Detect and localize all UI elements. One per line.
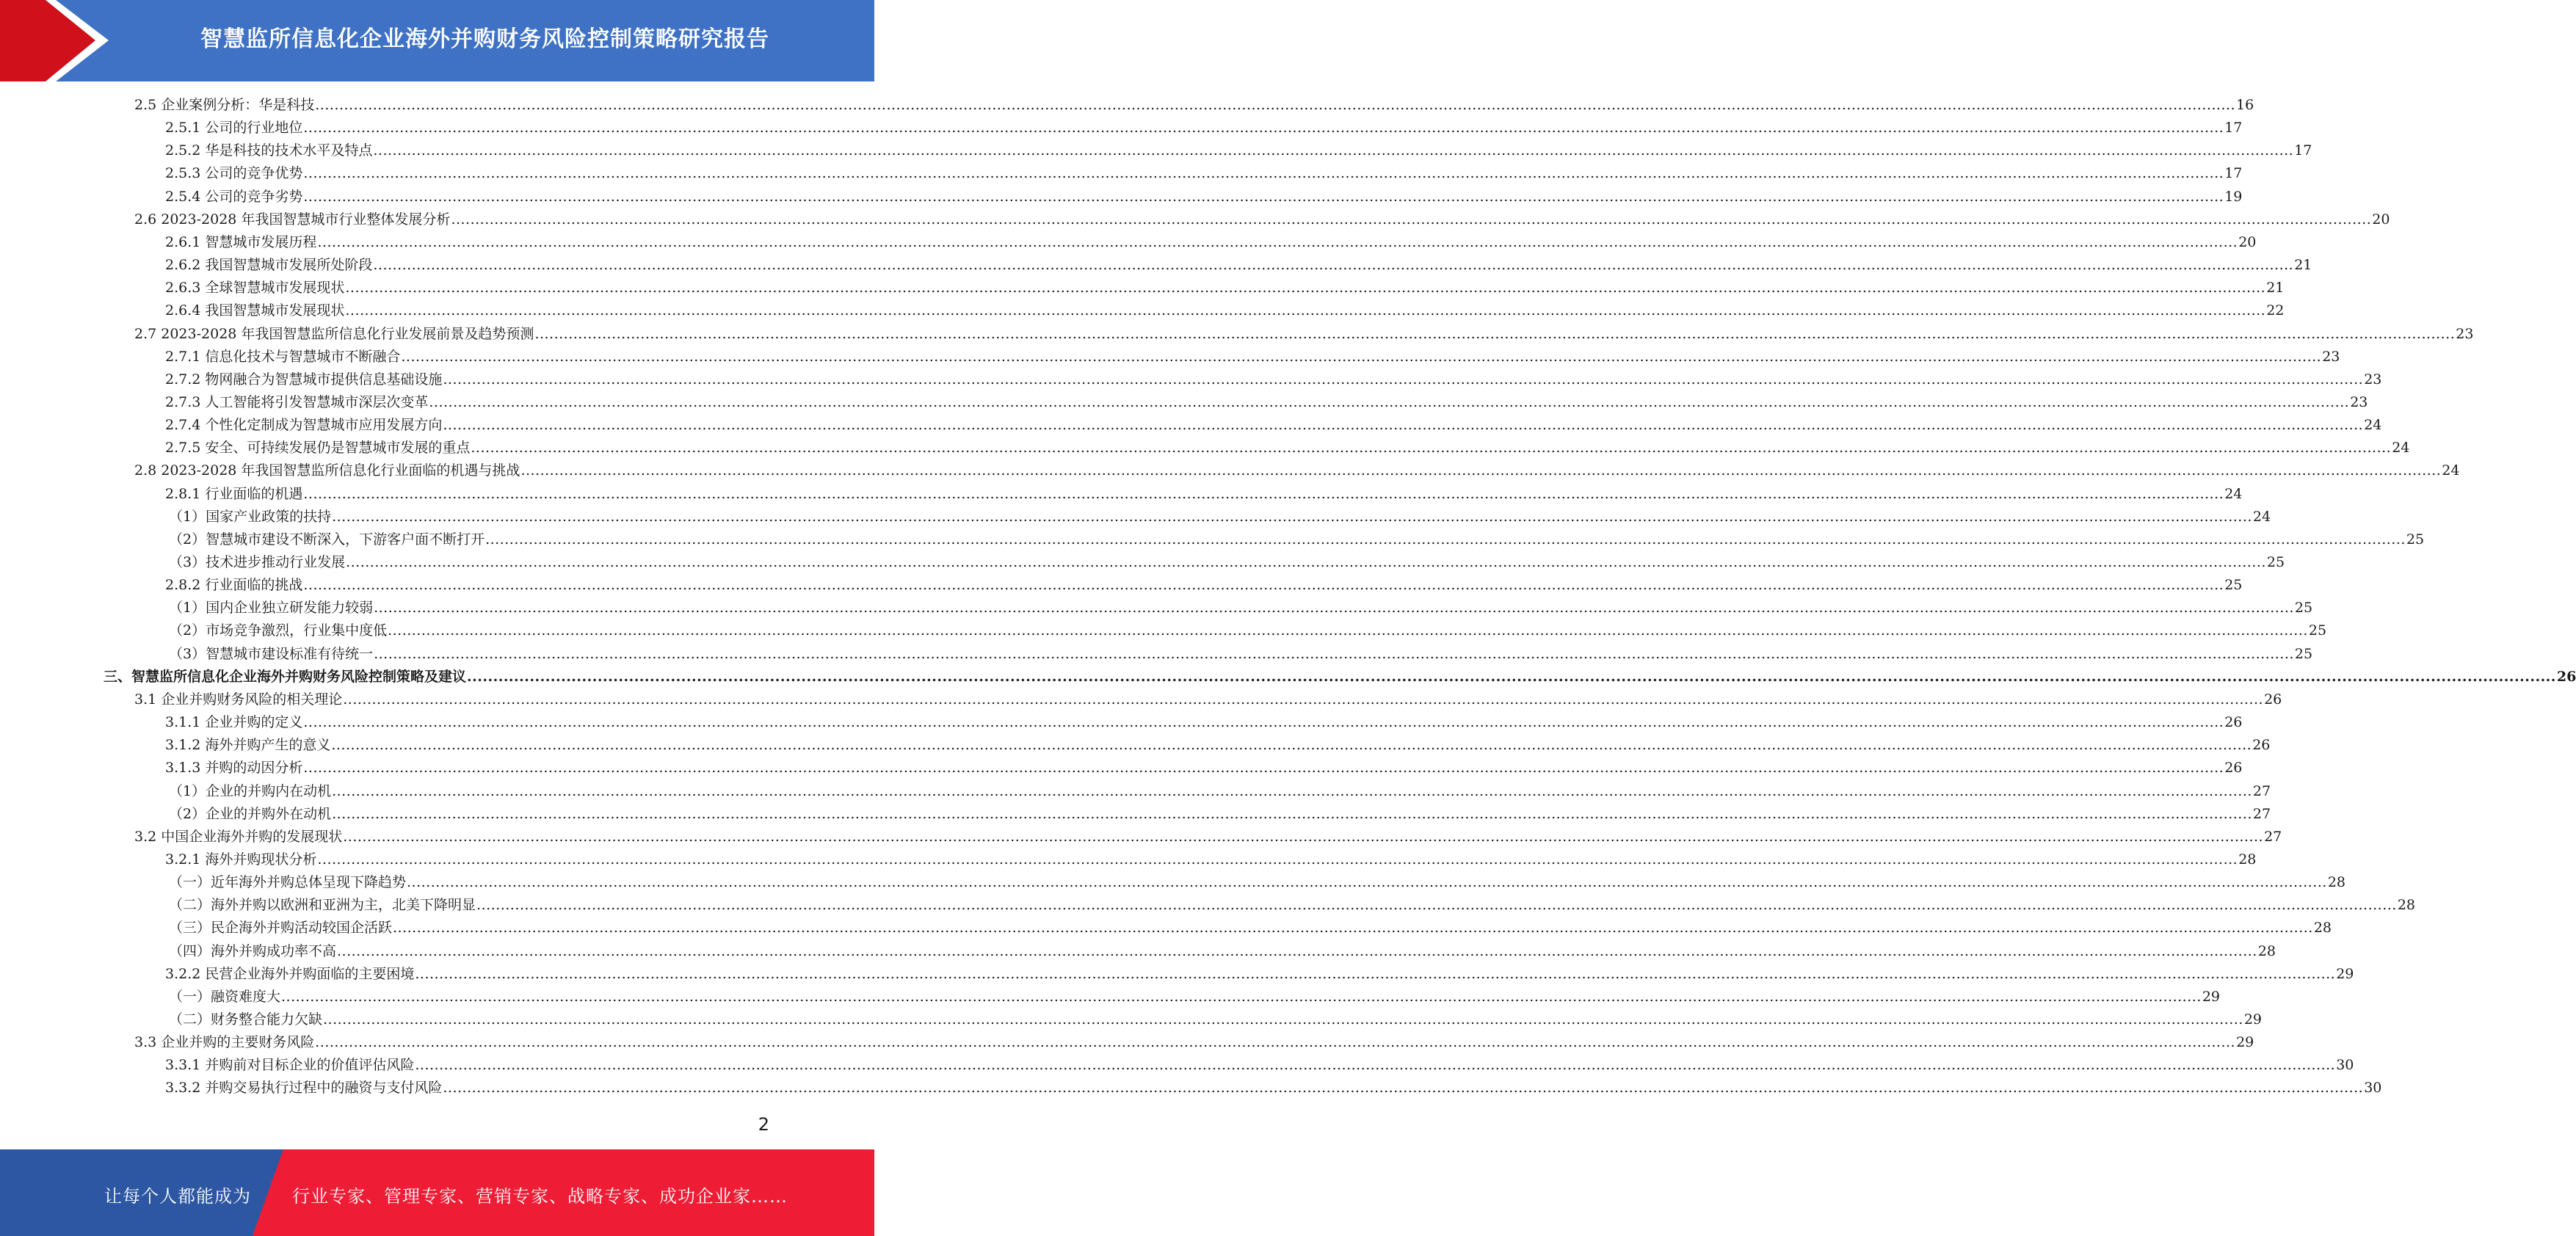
toc-entry-page: 29 <box>2202 988 2221 1005</box>
toc-entry-label: 2.7.5 安全、可持续发展仍是智慧城市发展的重点 <box>165 440 471 457</box>
toc-leader-dots: ................................................................................................................................................................................................................................................................................................................................................................................................................ <box>315 1034 2236 1051</box>
toc-entry-label: 2.7 2023-2028 年我国智慧监所信息化行业发展前景及趋势预测 <box>134 325 534 342</box>
toc-leader-dots: ................................................................................................................................................................................................................................................................................................................................................................................................................ <box>467 668 2556 685</box>
toc-entry[interactable] <box>169 506 2271 528</box>
toc-entry-page: 25 <box>2308 622 2327 639</box>
toc-entry-page: 26 <box>2224 760 2243 777</box>
toc-leader-dots: ................................................................................................................................................................................................................................................................................................................................................................................................................ <box>337 942 2257 959</box>
toc-entry[interactable] <box>169 917 2332 939</box>
toc-entry-label: 三、智慧监所信息化企业海外并购财务风险控制策略及建议 <box>104 668 467 685</box>
toc-entry-label: （1）企业的并购内在动机 <box>169 782 332 799</box>
toc-entry-page: 23 <box>2364 371 2382 388</box>
toc-entry[interactable] <box>134 1031 2254 1054</box>
toc-entry[interactable] <box>169 780 2271 803</box>
report-header <box>0 0 874 81</box>
toc-entry-label: 2.7.3 人工智能将引发智慧城市深层次变革 <box>165 393 429 410</box>
toc-entry-label: 2.8.1 行业面临的机遇 <box>165 485 303 502</box>
toc-leader-dots: ................................................................................................................................................................................................................................................................................................................................................................................................................ <box>429 393 2350 410</box>
toc-entry-label: 2.6.4 我国智慧城市发展现状 <box>165 302 345 319</box>
toc-entry[interactable] <box>169 871 2346 894</box>
toc-entry[interactable] <box>169 803 2271 826</box>
toc-leader-dots: ................................................................................................................................................................................................................................................................................................................................................................................................................ <box>332 782 2252 799</box>
toc-leader-dots: ................................................................................................................................................................................................................................................................................................................................................................................................................ <box>303 485 2224 502</box>
toc-entry[interactable] <box>134 826 2282 848</box>
toc-entry[interactable] <box>165 117 2243 139</box>
toc-entry[interactable] <box>165 437 2410 459</box>
toc-entry[interactable] <box>165 757 2243 779</box>
toc-entry-label: 2.7.4 个性化定制成为智慧城市应用发展方向 <box>165 417 443 434</box>
toc-entry-label: 3.1.3 并购的动因分析 <box>165 760 303 777</box>
toc-entry-label: 3.1 企业并购财务风险的相关理论 <box>134 691 343 708</box>
toc-entry-label: （2）智慧城市建设不断深入，下游客户面不断打开 <box>169 531 485 548</box>
toc-leader-dots: ................................................................................................................................................................................................................................................................................................................................................................................................................ <box>323 1011 2243 1028</box>
toc-leader-dots: ................................................................................................................................................................................................................................................................................................................................................................................................................ <box>534 325 2456 342</box>
toc-leader-dots: ................................................................................................................................................................................................................................................................................................................................................................................................................ <box>443 1080 2364 1097</box>
toc-entry[interactable] <box>134 208 2390 231</box>
toc-entry[interactable] <box>169 940 2276 963</box>
toc-entry-page: 23 <box>2322 348 2340 365</box>
toc-leader-dots: ................................................................................................................................................................................................................................................................................................................................................................................................................ <box>345 302 2266 319</box>
toc-entry-page: 20 <box>2372 211 2390 228</box>
report-title: 智慧监所信息化企业海外并购财务风险控制策略研究报告 <box>200 26 769 52</box>
toc-leader-dots: ................................................................................................................................................................................................................................................................................................................................................................................................................ <box>415 965 2336 982</box>
toc-entry-label: 3.3 企业并购的主要财务风险 <box>134 1034 315 1051</box>
toc-leader-dots: ................................................................................................................................................................................................................................................................................................................................................................................................................ <box>331 737 2252 754</box>
toc-entry[interactable] <box>134 459 2460 482</box>
toc-leader-dots: ................................................................................................................................................................................................................................................................................................................................................................................................................ <box>388 622 2308 639</box>
toc-entry-page: 29 <box>2336 965 2354 982</box>
toc-entry-label: （3）技术进步推动行业发展 <box>169 554 346 570</box>
toc-leader-dots: ................................................................................................................................................................................................................................................................................................................................................................................................................ <box>315 97 2236 113</box>
toc-leader-dots: ................................................................................................................................................................................................................................................................................................................................................................................................................ <box>317 851 2238 868</box>
toc-leader-dots: ................................................................................................................................................................................................................................................................................................................................................................................................................ <box>485 531 2406 548</box>
toc-leader-dots: ................................................................................................................................................................................................................................................................................................................................................................................................................ <box>303 714 2224 731</box>
toc-entry-page: 26 <box>2264 691 2282 708</box>
toc-entry-page: 22 <box>2266 302 2285 319</box>
toc-entry-label: （一）融资难度大 <box>169 988 281 1005</box>
toc-entry-label: 2.5.1 公司的行业地位 <box>165 120 303 137</box>
toc-entry[interactable] <box>165 483 2243 506</box>
toc-entry-page: 19 <box>2224 188 2243 205</box>
toc-entry-page: 26 <box>2556 668 2576 685</box>
toc-entry-label: （1）国家产业政策的扶持 <box>169 508 332 525</box>
toc-entry-page: 27 <box>2264 828 2282 845</box>
toc-entry-label: （3）智慧城市建设标准有待统一 <box>169 645 374 662</box>
toc-entry-label: 2.5.3 公司的竞争优势 <box>165 165 303 182</box>
toc-leader-dots: ................................................................................................................................................................................................................................................................................................................................................................................................................ <box>451 211 2372 228</box>
toc-entry[interactable] <box>169 894 2416 917</box>
toc-leader-dots: ................................................................................................................................................................................................................................................................................................................................................................................................................ <box>373 142 2294 159</box>
toc-entry-label: （二）财务整合能力欠缺 <box>169 1011 323 1028</box>
page-number: 2 <box>758 1114 769 1135</box>
footer-slogan-roles: 行业专家、管理专家、营销专家、战略专家、成功企业家…… <box>292 1186 788 1207</box>
toc-entry-label: 2.6.2 我国智慧城市发展所处阶段 <box>165 257 373 274</box>
toc-entry-page: 16 <box>2236 97 2254 113</box>
toc-entry-label: （2）企业的并购外在动机 <box>169 805 332 822</box>
toc-entry-label: 3.2.1 海外并购现状分析 <box>165 851 317 868</box>
toc-leader-dots: ................................................................................................................................................................................................................................................................................................................................................................................................................ <box>443 371 2364 388</box>
toc-entry-page: 17 <box>2224 120 2243 137</box>
toc-entry[interactable] <box>134 94 2254 117</box>
toc-entry[interactable] <box>169 619 2327 642</box>
toc-entry[interactable] <box>104 666 2576 688</box>
toc-entry[interactable] <box>165 186 2243 208</box>
toc-entry-page: 21 <box>2266 280 2285 297</box>
toc-entry-label: 2.8 2023-2028 年我国智慧监所信息化行业面临的机遇与挑战 <box>134 462 520 479</box>
toc-entry-page: 24 <box>2364 417 2382 434</box>
toc-leader-dots: ................................................................................................................................................................................................................................................................................................................................................................................................................ <box>443 417 2364 434</box>
toc-leader-dots: ................................................................................................................................................................................................................................................................................................................................................................................................................ <box>303 188 2224 205</box>
toc-entry[interactable] <box>169 597 2313 619</box>
toc-entry-page: 17 <box>2224 165 2243 182</box>
toc-entry-page: 25 <box>2406 531 2425 548</box>
toc-entry-label: 2.6 2023-2028 年我国智慧城市行业整体发展分析 <box>134 211 451 228</box>
toc-entry-page: 24 <box>2442 462 2460 479</box>
toc-entry-page: 20 <box>2238 233 2257 250</box>
toc-entry-label: 2.6.1 智慧城市发展历程 <box>165 233 317 250</box>
toc-leader-dots: ................................................................................................................................................................................................................................................................................................................................................................................................................ <box>303 120 2224 137</box>
toc-entry-label: （四）海外并购成功率不高 <box>169 942 337 959</box>
toc-entry-page: 24 <box>2224 485 2243 502</box>
toc-entry-page: 17 <box>2294 142 2312 159</box>
toc-leader-dots: ................................................................................................................................................................................................................................................................................................................................................................................................................ <box>374 600 2294 617</box>
toc-entry-label: （三）民企海外并购活动较国企活跃 <box>169 920 393 937</box>
toc-entry-label: 3.3.1 并购前对目标企业的价值评估风险 <box>165 1057 415 1074</box>
toc-entry-label: （2）市场竞争激烈，行业集中度低 <box>169 622 388 639</box>
toc-entry[interactable] <box>165 1054 2354 1077</box>
toc-leader-dots: ................................................................................................................................................................................................................................................................................................................................................................................................................ <box>476 897 2397 914</box>
header-chevron-decoration <box>0 0 117 81</box>
toc-entry[interactable] <box>165 231 2257 254</box>
toc-entry[interactable] <box>165 139 2312 162</box>
toc-leader-dots: ................................................................................................................................................................................................................................................................................................................................................................................................................ <box>520 462 2442 479</box>
toc-entry-page: 30 <box>2336 1057 2354 1074</box>
toc-entry[interactable] <box>165 162 2243 185</box>
toc-entry-page: 28 <box>2238 851 2257 868</box>
toc-entry-page: 23 <box>2350 393 2368 410</box>
report-footer <box>0 1149 874 1236</box>
toc-entry-label: 3.1.2 海外并购产生的意义 <box>165 737 331 754</box>
toc-entry[interactable] <box>169 528 2425 551</box>
toc-entry[interactable] <box>165 848 2257 871</box>
toc-entry-label: 3.1.1 企业并购的定义 <box>165 714 303 731</box>
toc-entry[interactable] <box>165 391 2368 414</box>
toc-leader-dots: ................................................................................................................................................................................................................................................................................................................................................................................................................ <box>317 233 2238 250</box>
toc-entry-label: 2.5 企业案例分析：华是科技 <box>134 97 315 113</box>
toc-leader-dots: ................................................................................................................................................................................................................................................................................................................................................................................................................ <box>345 280 2266 297</box>
toc-leader-dots: ................................................................................................................................................................................................................................................................................................................................................................................................................ <box>303 577 2224 594</box>
toc-leader-dots: ................................................................................................................................................................................................................................................................................................................................................................................................................ <box>407 874 2327 891</box>
toc-entry[interactable] <box>165 734 2271 757</box>
toc-entry-page: 25 <box>2224 577 2243 594</box>
toc-entry-page: 28 <box>2257 942 2276 959</box>
toc-entry-label: （1）国内企业独立研发能力较弱 <box>169 600 374 617</box>
toc-entry-label: 3.3.2 并购交易执行过程中的融资与支付风险 <box>165 1080 443 1097</box>
toc-entry-page: 28 <box>2313 920 2332 937</box>
toc-entry[interactable] <box>165 346 2340 368</box>
toc-leader-dots: ................................................................................................................................................................................................................................................................................................................................................................................................................ <box>393 920 2313 937</box>
toc-entry-page: 28 <box>2397 897 2416 914</box>
toc-entry[interactable] <box>165 254 2312 277</box>
toc-leader-dots: ................................................................................................................................................................................................................................................................................................................................................................................................................ <box>401 348 2322 365</box>
toc-leader-dots: ................................................................................................................................................................................................................................................................................................................................................................................................................ <box>471 440 2392 457</box>
toc-leader-dots: ................................................................................................................................................................................................................................................................................................................................................................................................................ <box>373 257 2294 274</box>
toc-leader-dots: ................................................................................................................................................................................................................................................................................................................................................................................................................ <box>343 691 2264 708</box>
toc-leader-dots: ................................................................................................................................................................................................................................................................................................................................................................................................................ <box>303 760 2224 777</box>
toc-entry-label: 2.6.3 全球智慧城市发展现状 <box>165 280 345 297</box>
toc-entry-label: 3.2 中国企业海外并购的发展现状 <box>134 828 343 845</box>
toc-leader-dots: ................................................................................................................................................................................................................................................................................................................................................................................................................ <box>281 988 2202 1005</box>
toc-entry-label: 3.2.2 民营企业海外并购面临的主要困境 <box>165 965 415 982</box>
toc-entry[interactable] <box>169 643 2313 666</box>
toc-leader-dots: ................................................................................................................................................................................................................................................................................................................................................................................................................ <box>332 508 2252 525</box>
toc-entry-label: 2.5.4 公司的竞争劣势 <box>165 188 303 205</box>
toc-entry-page: 24 <box>2392 440 2410 457</box>
toc-entry[interactable] <box>134 323 2474 346</box>
toc-entry-label: （一）近年海外并购总体呈现下降趋势 <box>169 874 407 891</box>
toc-leader-dots: ................................................................................................................................................................................................................................................................................................................................................................................................................ <box>303 165 2224 182</box>
toc-entry[interactable] <box>165 277 2285 299</box>
toc-entry[interactable] <box>169 986 2221 1008</box>
toc-entry-label: （二）海外并购以欧洲和亚洲为主，北美下降明显 <box>169 897 476 914</box>
toc-entry-page: 25 <box>2294 645 2313 662</box>
toc-entry-label: 2.7.1 信息化技术与智慧城市不断融合 <box>165 348 401 365</box>
toc-entry-page: 30 <box>2364 1080 2382 1097</box>
toc-entry-page: 24 <box>2252 508 2271 525</box>
toc-entry[interactable] <box>165 574 2243 597</box>
toc-entry-page: 26 <box>2252 737 2271 754</box>
toc-entry-page: 23 <box>2456 325 2474 342</box>
toc-leader-dots: ................................................................................................................................................................................................................................................................................................................................................................................................................ <box>346 554 2266 570</box>
toc-entry[interactable] <box>169 551 2285 574</box>
toc-entry-label: 2.8.2 行业面临的挑战 <box>165 577 303 594</box>
toc-entry[interactable] <box>134 688 2282 711</box>
toc-entry-page: 21 <box>2294 257 2312 274</box>
toc-entry[interactable] <box>165 1077 2382 1099</box>
toc-entry-label: 2.5.2 华是科技的技术水平及特点 <box>165 142 373 159</box>
toc-entry[interactable] <box>165 299 2285 322</box>
toc-entry[interactable] <box>165 963 2354 986</box>
toc-entry-label: 2.7.2 物网融合为智慧城市提供信息基础设施 <box>165 371 443 388</box>
toc-entry-page: 25 <box>2294 600 2313 617</box>
footer-slogan-lead: 让每个人都能成为 <box>104 1186 251 1207</box>
toc-entry-page: 29 <box>2243 1011 2263 1028</box>
toc-entry-page: 25 <box>2266 554 2285 570</box>
toc-leader-dots: ................................................................................................................................................................................................................................................................................................................................................................................................................ <box>332 805 2252 822</box>
toc-entry[interactable] <box>165 368 2382 391</box>
toc-entry[interactable] <box>169 1008 2263 1031</box>
toc-entry-page: 27 <box>2252 805 2271 822</box>
toc-entry-page: 26 <box>2224 714 2243 731</box>
toc-entry-page: 27 <box>2252 782 2271 799</box>
toc-entry[interactable] <box>165 414 2382 437</box>
toc-leader-dots: ................................................................................................................................................................................................................................................................................................................................................................................................................ <box>343 828 2264 845</box>
toc-leader-dots: ................................................................................................................................................................................................................................................................................................................................................................................................................ <box>374 645 2294 662</box>
toc-leader-dots: ................................................................................................................................................................................................................................................................................................................................................................................................................ <box>415 1057 2336 1074</box>
toc-entry[interactable] <box>165 711 2243 734</box>
toc-entry-page: 28 <box>2327 874 2346 891</box>
toc-entry-page: 29 <box>2236 1034 2254 1051</box>
